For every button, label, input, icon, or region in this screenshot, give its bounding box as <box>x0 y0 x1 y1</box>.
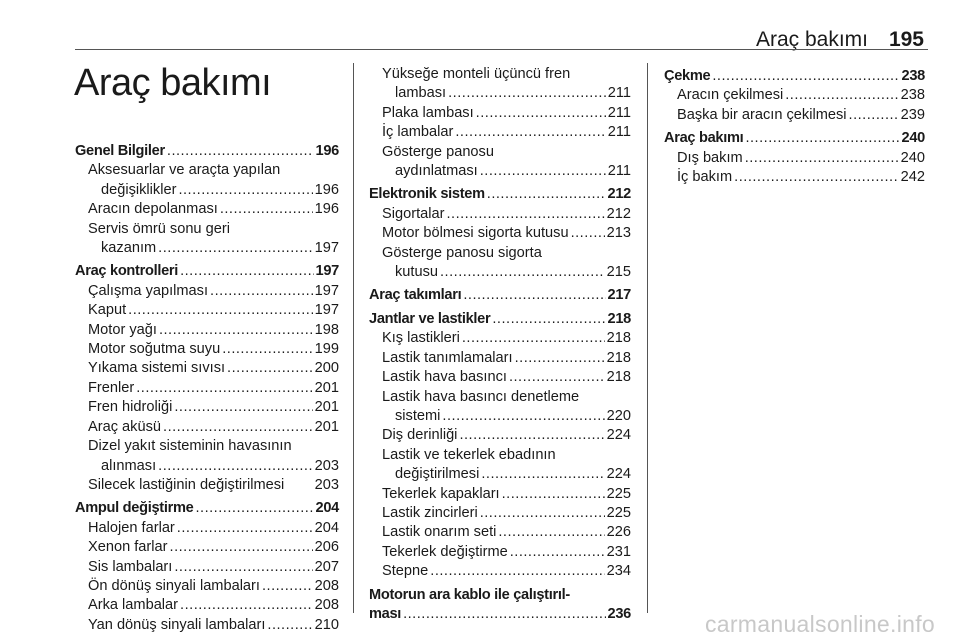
toc-page-number: 196 <box>315 143 339 159</box>
toc-leader-dots <box>167 142 314 161</box>
toc-entry-label: Çekme <box>664 68 711 84</box>
toc-entry-label: Motor yağı <box>88 321 157 338</box>
toc-entry-label: Frenler <box>88 379 135 396</box>
toc-leader-dots <box>459 426 604 445</box>
toc-leader-dots <box>448 84 606 103</box>
toc-entry-label: Tekerlek değiştirme <box>382 543 508 560</box>
toc-entry[interactable] <box>75 321 339 340</box>
toc-entry-label: Stepne <box>382 563 429 580</box>
toc-leader-dots <box>492 310 605 329</box>
toc-leader-dots <box>509 368 605 387</box>
toc-leader-dots <box>158 239 312 258</box>
toc-column-1 <box>75 142 339 635</box>
toc-page-number: 218 <box>607 310 631 327</box>
toc-entry-label: değiştirilmesi <box>395 466 480 483</box>
toc-entry[interactable] <box>75 558 339 577</box>
toc-entry[interactable] <box>75 239 339 258</box>
toc-entry-label: Araç aküsü <box>88 418 162 435</box>
toc-leader-dots <box>180 262 313 281</box>
toc-section-entry[interactable] <box>664 129 925 148</box>
toc-entry[interactable] <box>369 368 631 387</box>
toc-leader-dots <box>177 519 313 538</box>
toc-section-entry[interactable] <box>75 262 339 281</box>
toc-leader-dots <box>174 398 312 417</box>
toc-leader-dots <box>170 538 313 557</box>
toc-leader-dots <box>403 605 605 624</box>
toc-leader-dots <box>480 504 605 523</box>
toc-leader-dots <box>712 67 899 86</box>
toc-leader-dots <box>442 407 604 426</box>
toc-leader-dots <box>785 86 898 105</box>
toc-page-number: 208 <box>314 577 339 594</box>
toc-entry-label: Diş derinliği <box>382 427 458 444</box>
toc-line: Gösterge panosu sigorta <box>382 244 542 261</box>
toc-entry[interactable] <box>75 538 339 557</box>
toc-entry[interactable] <box>75 418 339 437</box>
toc-entry-label: Yan dönüş sinyali lambaları <box>88 616 266 633</box>
toc-page-number: 239 <box>900 106 925 123</box>
toc-page-number: 242 <box>900 169 925 186</box>
toc-entry-label: lambası <box>395 85 447 102</box>
toc-entry-label: Halojen farlar <box>88 519 175 536</box>
toc-entry-label: kazanım <box>101 240 157 257</box>
toc-entry-label: Motor soğutma suyu <box>88 341 221 358</box>
toc-page-number: 199 <box>314 341 339 358</box>
toc-leader-dots <box>222 340 312 359</box>
toc-line: Dizel yakıt sisteminin havasının <box>88 438 292 455</box>
toc-page-number: 213 <box>606 225 631 242</box>
toc-section-entry[interactable] <box>664 67 925 86</box>
toc-entry-label: Araç kontrolleri <box>75 263 179 280</box>
toc-entry-label: Jantlar ve lastikler <box>369 310 491 327</box>
toc-section-entry[interactable] <box>369 310 631 329</box>
toc-entry-label: Elektronik sistem <box>369 186 485 203</box>
toc-entry-label: aydınlatması <box>395 163 478 180</box>
toc-line: Servis ömrü sonu geri <box>88 220 230 237</box>
toc-entry[interactable] <box>369 224 631 243</box>
toc-entry[interactable] <box>664 86 925 105</box>
toc-leader-dots <box>502 485 605 504</box>
watermark: carmanualsonline.info <box>704 611 935 637</box>
toc-leader-dots <box>455 123 605 142</box>
toc-entry[interactable] <box>75 476 339 495</box>
toc-leader-dots <box>734 168 898 187</box>
toc-page-number: 212 <box>606 205 631 222</box>
toc-page-number: 201 <box>314 379 339 396</box>
toc-line: Aksesuarlar ve araçta yapılan <box>88 162 281 179</box>
chapter-title: Araç bakımı <box>74 62 272 104</box>
toc-entry-label: alınması <box>101 457 157 474</box>
toc-entry[interactable] <box>369 562 631 581</box>
toc-page-number: 231 <box>606 543 631 560</box>
toc-page-number: 240 <box>900 149 925 166</box>
toc-page-number: 208 <box>314 597 339 614</box>
toc-page-number: 240 <box>901 130 925 147</box>
toc-page-number: 197 <box>314 240 339 257</box>
toc-page-number: 238 <box>901 68 925 84</box>
toc-entry[interactable] <box>369 485 631 504</box>
toc-entry-label: ması <box>369 605 402 622</box>
toc-page-number: 226 <box>606 524 631 541</box>
toc-leader-dots <box>136 379 312 398</box>
toc-line: Gösterge panosu <box>382 143 494 160</box>
toc-entry[interactable] <box>369 407 631 426</box>
toc-leader-dots <box>480 162 606 181</box>
toc-leader-dots <box>476 104 606 123</box>
toc-page-number: 196 <box>314 181 339 198</box>
toc-line: Yükseğe monteli üçüncü fren <box>382 66 571 82</box>
toc-line: Lastik ve tekerlek ebadının <box>382 446 556 463</box>
column-divider-left <box>353 63 354 613</box>
toc-entry[interactable] <box>75 359 339 378</box>
toc-page-number: 207 <box>314 558 339 575</box>
toc-entry-label: İç bakım <box>677 169 733 186</box>
toc-entry[interactable] <box>369 465 631 484</box>
toc-line: Lastik hava basıncı denetleme <box>382 388 580 405</box>
toc-entry-label: Lastik hava basıncı <box>382 369 507 386</box>
toc-leader-dots <box>220 200 313 219</box>
toc-section-entry[interactable] <box>369 185 631 204</box>
toc-page-number: 210 <box>314 616 339 633</box>
toc-page-number: 204 <box>315 500 339 517</box>
toc-leader-dots <box>481 465 604 484</box>
toc-entry[interactable] <box>75 181 339 200</box>
toc-leader-dots <box>159 321 313 340</box>
toc-leader-dots <box>571 224 605 243</box>
toc-entry-label: Dış bakım <box>677 149 743 166</box>
toc-page-number: 201 <box>314 418 339 435</box>
toc-page-number: 201 <box>314 399 339 416</box>
toc-leader-dots <box>262 577 313 596</box>
toc-page-number: 211 <box>607 124 631 141</box>
toc-leader-dots <box>163 418 313 437</box>
toc-entry-label: Motor bölmesi sigorta kutusu <box>382 225 569 242</box>
toc-entry-label: Tekerlek kapakları <box>382 485 500 502</box>
toc-entry[interactable] <box>75 519 339 538</box>
toc-entry[interactable] <box>369 543 631 562</box>
toc-page-number: 215 <box>606 264 631 281</box>
toc-leader-dots <box>446 205 604 224</box>
toc-entry[interactable] <box>75 596 339 615</box>
column-divider-right <box>647 63 648 613</box>
toc-page-number: 211 <box>607 85 631 102</box>
toc-page-number: 224 <box>606 427 631 444</box>
toc-entry-label: kutusu <box>395 264 438 281</box>
toc-page-number: 196 <box>314 201 339 218</box>
toc-entry-label: sistemi <box>395 407 441 424</box>
toc-leader-dots <box>195 499 313 518</box>
toc-entry-label: Kış lastikleri <box>382 330 460 347</box>
toc-leader-dots <box>515 349 605 368</box>
toc-entry-label: Arka lambalar <box>88 597 179 614</box>
toc-leader-dots <box>210 282 313 301</box>
toc-entry[interactable] <box>664 149 925 168</box>
toc-page-number: 224 <box>606 466 631 483</box>
toc-page-number: 198 <box>314 321 339 338</box>
toc-entry-label: Ön dönüş sinyali lambaları <box>88 577 260 594</box>
toc-page-number: 197 <box>315 263 339 280</box>
toc-leader-dots <box>267 616 312 635</box>
toc-entry-label: Kaput <box>88 302 127 319</box>
toc-page-number: 218 <box>606 369 631 386</box>
toc-entry[interactable] <box>75 616 339 635</box>
toc-entry[interactable] <box>75 398 339 417</box>
toc-page-number: 203 <box>314 476 339 493</box>
toc-entry-label: Plaka lambası <box>382 104 474 121</box>
toc-leader-dots <box>158 457 312 476</box>
toc-entry[interactable] <box>369 504 631 523</box>
toc-leader-dots <box>128 301 313 320</box>
toc-entry-label: Araç bakımı <box>664 130 744 147</box>
toc-page-number: 197 <box>314 302 339 319</box>
toc-entry-label: Sis lambaları <box>88 558 173 575</box>
toc-leader-dots <box>430 562 604 581</box>
toc-page-number: 203 <box>314 457 339 474</box>
toc-entry-label: Silecek lastiğinin değiştirilmesi <box>88 476 285 493</box>
toc-page-number: 211 <box>607 163 631 180</box>
toc-entry[interactable] <box>75 379 339 398</box>
page-header <box>75 28 928 51</box>
toc-leader-dots <box>463 286 605 305</box>
toc-leader-dots <box>178 181 312 200</box>
toc-entry-label: Çalışma yapılması <box>88 282 209 299</box>
toc-entry[interactable] <box>369 523 631 542</box>
toc-entry-label: Araç takımları <box>369 287 462 304</box>
toc-entry[interactable] <box>369 104 631 123</box>
toc-entry[interactable] <box>75 200 339 219</box>
toc-section-entry[interactable] <box>75 142 339 161</box>
toc-page-number: 211 <box>607 104 631 121</box>
toc-entry[interactable] <box>75 457 339 476</box>
running-header-title: Araç bakımı <box>755 28 868 51</box>
toc-entry-label: Yıkama sistemi sıvısı <box>88 360 226 377</box>
toc-entry[interactable] <box>75 577 339 596</box>
toc-leader-dots <box>440 263 605 282</box>
toc-entry-label: Lastik tanımlamaları <box>382 349 513 366</box>
toc-page-number: 225 <box>606 485 631 502</box>
toc-entry[interactable] <box>369 123 631 142</box>
toc-entry-label: değişiklikler <box>101 181 177 198</box>
toc-page-number: 206 <box>314 539 339 556</box>
toc-page-number: 212 <box>607 186 631 203</box>
toc-leader-dots <box>745 129 899 148</box>
toc-entry-label: Sigortalar <box>382 205 445 222</box>
toc-column-3 <box>664 67 925 187</box>
toc-leader-dots <box>745 149 899 168</box>
toc-entry[interactable] <box>75 282 339 301</box>
toc-entry-label: Fren hidroliği <box>88 399 173 416</box>
toc-page-number: 197 <box>314 282 339 299</box>
toc-entry[interactable] <box>369 162 631 181</box>
toc-leader-dots <box>462 329 605 348</box>
toc-leader-dots <box>498 523 604 542</box>
toc-leader-dots <box>180 596 313 615</box>
toc-leader-dots <box>174 558 312 577</box>
toc-entry[interactable] <box>369 349 631 368</box>
toc-page-number: 218 <box>606 349 631 366</box>
toc-entry[interactable] <box>369 205 631 224</box>
toc-entry[interactable] <box>75 301 339 320</box>
page-number: 195 <box>888 28 924 51</box>
toc-entry-label: Lastik onarım seti <box>382 524 497 541</box>
toc-page-number: 204 <box>314 519 339 536</box>
toc-leader-dots <box>487 185 606 204</box>
toc-section-entry[interactable] <box>369 605 631 624</box>
toc-page-number: 220 <box>606 407 631 424</box>
toc-entry[interactable] <box>664 106 925 125</box>
toc-entry[interactable] <box>369 84 631 103</box>
toc-column-2 <box>369 65 631 624</box>
toc-section-entry[interactable] <box>369 286 631 305</box>
toc-entry-label: Ampul değiştirme <box>75 500 194 517</box>
toc-page-number: 217 <box>607 287 631 304</box>
toc-entry-label: Aracın çekilmesi <box>677 87 784 104</box>
toc-leader-dots <box>510 543 605 562</box>
toc-entry-label: Başka bir aracın çekilmesi <box>677 106 847 123</box>
toc-page-number: 238 <box>900 87 925 104</box>
toc-entry[interactable] <box>75 340 339 359</box>
toc-page-number: 218 <box>606 330 631 347</box>
toc-entry-label: Lastik zincirleri <box>382 504 478 521</box>
toc-page-number: 234 <box>606 563 631 580</box>
toc-entry[interactable] <box>369 329 631 348</box>
toc-entry[interactable] <box>369 263 631 282</box>
toc-section-entry[interactable] <box>75 499 339 518</box>
toc-leader-dots <box>849 106 899 125</box>
toc-entry-label: Genel Bilgiler <box>75 143 165 159</box>
toc-page-number: 200 <box>314 360 339 377</box>
toc-entry[interactable] <box>664 168 925 187</box>
toc-page-number: 225 <box>606 504 631 521</box>
toc-entry-label: İç lambalar <box>382 124 454 141</box>
toc-entry[interactable] <box>369 426 631 445</box>
toc-entry-label: Xenon farlar <box>88 539 168 556</box>
toc-leader-dots <box>227 359 313 378</box>
toc-page-number: 236 <box>607 605 631 622</box>
toc-entry-label: Aracın depolanması <box>88 201 218 218</box>
toc-line: Motorun ara kablo ile çalıştırıl- <box>369 586 570 603</box>
header-rule <box>75 49 928 50</box>
